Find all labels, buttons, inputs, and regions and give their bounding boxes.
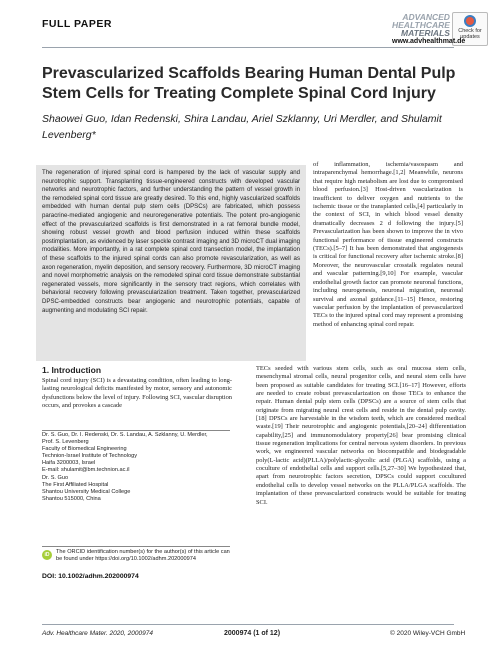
page-number: 2000974 (1 of 12) <box>224 630 281 637</box>
affiliation-divider <box>42 430 230 431</box>
orcid-note <box>42 549 232 563</box>
author-affiliations: Dr. S. Guo, Dr. I. Redenski, Dr. S. Landau, A. Szklanny, U. Merdler, Prof. S. Levenberg Faculty of Biomedical Engineering Technion-Israel Institute of Technology Haifa 3200003, Israel E-mail: shulamit@bm.technion.ac.il Dr. S. Guo The First Affiliated Hospital Shantou University Medical College Shantou 515000, China <box>42 432 208 502</box>
check-updates-icon <box>464 15 476 27</box>
journal-logo <box>392 13 450 37</box>
introduction-text: Spinal cord injury (SCI) is a devastating condition, often leading to long-lasting neurological deficits manifested by motor, sensory and autonomic dysfunctions below the level of injury. Following SCI, vascular disruption occurs, and provokes a cascade <box>42 377 232 409</box>
right-column-top-text: of inflammation, ischemia/vasospasm and intraparenchymal hemorrhage.[1,2] Meanwhile, neurons that require high metabolism are lost due to compromised blood perfusion.[3] Host-driven vascularization is insufficient to deliver oxygen and nutrients to the ischemic tissue or the transplanted cells,[4] particularly in the context of SCI, in which blood vessel density dramatically decreases 2 d following the injury.[5] Prevascularization has been shown to improve the in vivo functional performance of tissue engineered constructs (TECs).[5–7] It has been demonstrated that angiogenesis is critical for functional recovery after ischemic stroke.[8] Moreover, the neurovascular crosstalk regulates neural and vascular patterning.[9,10] For example, vascular endothelial growth factor can promote neuronal functions, including neurogenesis, neuronal migration, neuronal survival and axonal guidance.[11–15] Hence, restoring vascular perfusion by the implantation of prevascularized TECs to the injured spinal cord may represent a promising method of enhancing spinal cord repair. <box>313 161 463 328</box>
orcid-note-text[interactable]: The ORCID identification number(s) for the author(s) of this article can be found under https://doi.org/10.1002/adhm.202000974 <box>56 549 230 562</box>
orcid-divider <box>42 546 230 547</box>
doi-label[interactable]: DOI: 10.1002/adhm.202000974 <box>42 573 139 580</box>
article-title: Prevascularized Scaffolds Bearing Human Dental Pulp Stem Cells for Treating Complete Spinal Cord Injury <box>42 65 456 102</box>
check-updates-label: Check for updates <box>458 28 482 40</box>
logo-line-1: ADVANCED <box>402 12 450 22</box>
logo-line-3: MATERIALS <box>400 28 450 38</box>
author-list: Shaowei Guo, Idan Redenski, Shira Landau, Ariel Szklanny, Uri Merdler, and Shulamit Levenberg* <box>42 113 442 141</box>
orcid-icon: iD <box>42 550 52 560</box>
section-heading: 1. Introduction <box>42 365 102 375</box>
right-column-bottom-text: TECs seeded with various stem cells, such as oral mucosa stem cells, mesenchymal stromal cells, neural progenitor cells, and neural stem cells have been proposed as suitable candidates for treating SCI.[16–17] However, efforts are needed to create robust prevascularization on those TECs to enhance the repair. Human dental pulp stem cells (DPSCs) are a source of stem cells that originate from migrating neural crest cells and reside in the dental pulp cavity.[18] DPSCs are harvestable in the wisdom teeth, which are considered medical waste.[19] Their neurotrophic and angiogenic potentials,[20–24] differentiation capability,[25] and immunomodulatory property[26] bear promising clinical tissue regeneration implications for central nervous system disorders. In previous work, we engineered vascular networks on biocompatible and biodegradable poly(L-lactic acid)(PLLA)/polylactic-glycolic acid (PLGA) scaffolds, using a coculture of endothelial cells and support cells.[5,27–30] We hypothesized that, apart from neurotrophic factors secretion, DPSCs could support cocultured endothelial cells to develop vessel networks on the PLLA/PLGA scaffolds. The implantation of these prevascularized constructs would be suitable for treating SCI. <box>256 365 466 506</box>
footer-citation: Adv. Healthcare Mater. 2020, 2000974 <box>42 630 153 637</box>
footer-divider <box>42 624 454 625</box>
header-divider <box>42 47 454 48</box>
footer-copyright: © 2020 Wiley-VCH GmbH <box>390 630 466 637</box>
journal-url-link[interactable]: www.advhealthmat.de <box>392 38 466 45</box>
abstract-box: The regeneration of injured spinal cord is hampered by the lack of vascular supply and neurotrophic support. Transplanting tissue-engineered constructs with developed vascular networks and neurotrophic factors, and further understanding the pattern of vessel growth in the remodeled spinal cord tissue are greatly desired. To this end, highly vascularized scaffolds embedded with human dental pulp stem cells (DPSCs) are fabricated, which possess paracrine-mediated angiogenic and neuroregenerative potentials. The potent pro-angiogenic effect of the prevascularized scaffolds is first demonstrated in a rat femoral bundle model, showing robust vessel growth and blood perfusion induced within these scaffolds postimplantation, as evidenced by laser speckle contrast imaging and 3D microCT dual imaging modalities. More importantly, in a rat complete spinal cord transection model, the implantation of these scaffolds to the injured spinal cords can also promote revascularization, as well as axon regeneration, myelin deposition, and sensory recovery. Furthermore, 3D microCT imaging and novel morphometric analysis on the remodeled spinal cord tissue demonstrate substantial regenerated vessels, more significantly in the sensory tract regions, which correlates with behavioral recovery following prevascularization treatment. Taken together, prevascularized DPSC-embedded constructs bear angiogenic and neurotrophic potentials, capable of augmenting and modulating SCI repair. <box>36 165 306 361</box>
logo-line-2: HEALTHCARE <box>392 20 450 30</box>
article-type-label: FULL PAPER <box>42 18 112 30</box>
